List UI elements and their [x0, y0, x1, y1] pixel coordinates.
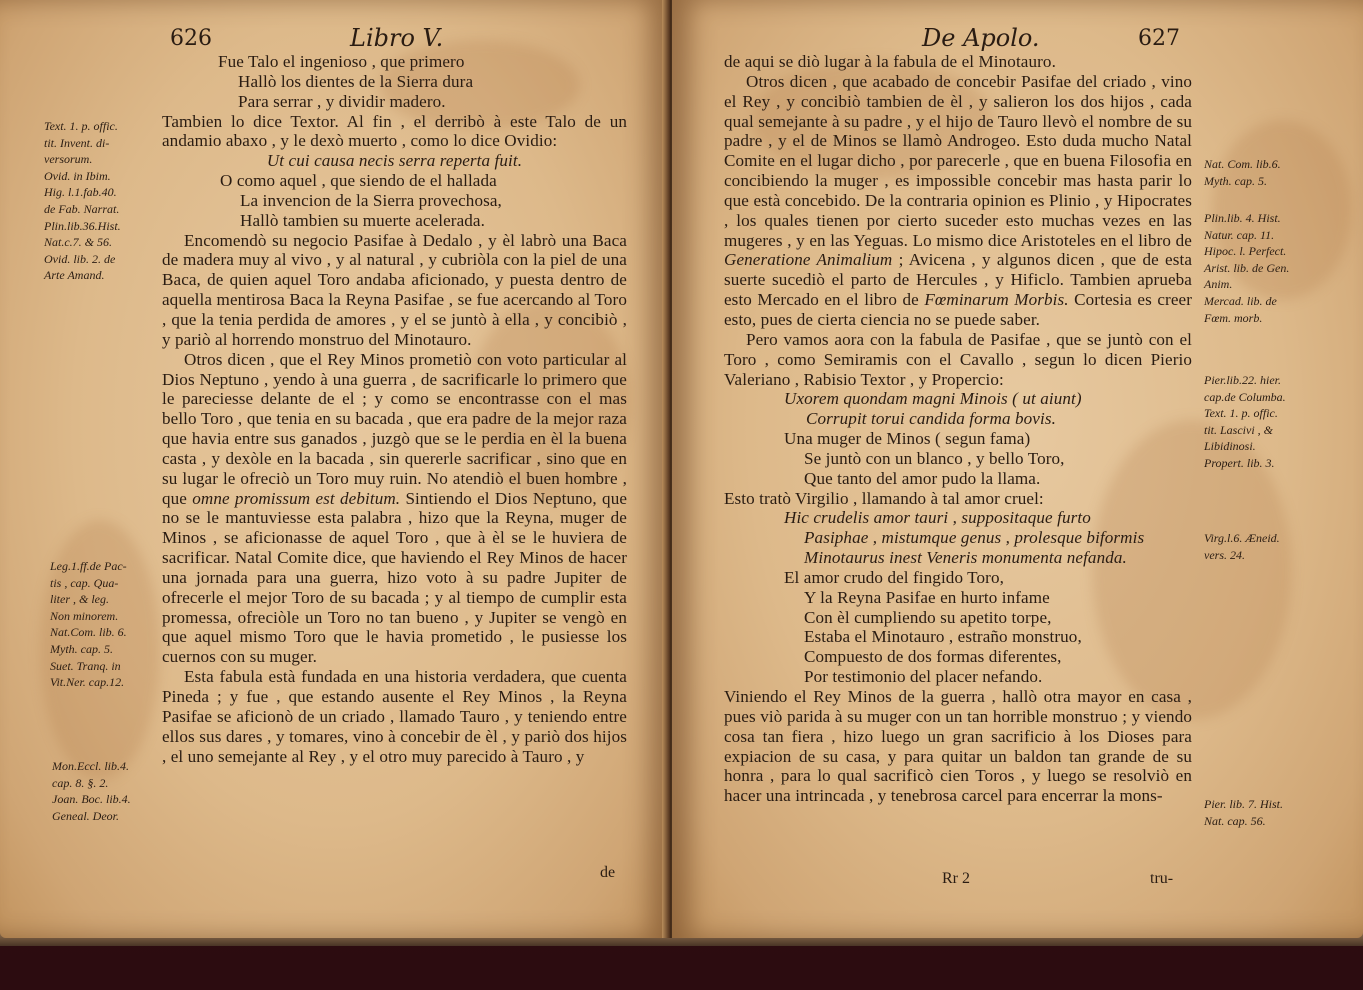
- verse-block: [724, 429, 1192, 489]
- latin-verse-block: [724, 389, 1192, 429]
- text-run: ; Avicena , y algunos dicen , que de esta suerte sucediò el parto de Hercules , y Hificlo. Tambien aprueba esto Mercado en el libro de: [724, 250, 1193, 310]
- verse-line: Una muger de Minos ( segun fama): [784, 429, 1031, 449]
- text-run: Otros dicen , que el Rey Minos prometiò con voto particular al Dios Neptuno , yendo à una guerra , de sacrificarle lo primero que le pareciesse delante de el ; y como se encontrasse con el mas bello Toro , que tenia en su bacada , que era padre de la mejor raza que havia entre sus ganados , juzgò que se le perdia en èl la buena casta , y dexòle en la bacada , sin quererle sacrificar , sino que en su lugar le ofreciò un Toro muy ruin. No atendiò el buen hombre , que: [162, 349, 627, 508]
- latin-verse-block: [724, 508, 1192, 568]
- marginal-note: Nat. Com. lib.6. Myth. cap. 5.: [1204, 157, 1281, 188]
- verse-line: Que tanto del amor pudo la llama.: [804, 468, 1041, 488]
- latin-verse-line: Minotaurus inest Veneris monumenta nefanda.: [804, 548, 1127, 568]
- marginal-note: Mon.Eccl. lib.4. cap. 8. §. 2. Joan. Boc. lib.4. Geneal. Deor.: [52, 759, 131, 823]
- running-head-left: Libro V.: [350, 24, 444, 52]
- verse-block: [724, 568, 1192, 687]
- page-number-right: 627: [1138, 26, 1180, 51]
- catchword: tru-: [1150, 870, 1174, 887]
- paragraph: Encomendò su negocio Pasifae à Dedalo , y èl labrò una Baca de madera muy al vivo , y al natural , y cubriòla con la piel de una Baca, de quien aquel Toro andaba aficionado, y puesta dentro de aquella mentirosa Baca la Reyna Pasifae , se fue acercando al Toro , que la tenia perdida de amores , y el se juntò à ella , y concibiò , y pariò al horrendo monstruo del Minotauro.: [162, 230, 627, 349]
- left-page: [0, 0, 668, 938]
- right-page: [672, 0, 1363, 938]
- marginal-note: Pier.lib.22. hier. cap.de Columba. Text. 1. p. offic. tit. Lascivi , & Libidinosi. Propert. lib. 3.: [1204, 373, 1286, 470]
- signature-mark: Rr 2: [942, 870, 970, 887]
- verse-line: Y la Reyna Pasifae en hurto infame: [804, 587, 1050, 607]
- paragraph: Esta fabula està fundada en una historia verdadera, que cuenta Pineda ; y fue , que estando ausente el Rey Minos , la Reyna Pasifae se aficionò de un criado , llamado Tauro , y teniendo entre ellos sus dares , y tomares, vino à concebir de èl , y pariò dos hijos , el uno semejante al Rey , y el otro muy parecido à Tauro , y: [162, 667, 627, 766]
- left-page-body: [162, 52, 627, 766]
- verse-line: Estaba el Minotauro , estraño monstruo,: [804, 627, 1082, 647]
- latin-verse: Ut cui causa necis serra reperta fuit.: [266, 151, 523, 171]
- verse-line: La invencion de la Sierra provechosa,: [240, 190, 502, 210]
- text-run: Cortesia es creer esto, pues de cierta ciencia no se puede saber.: [724, 290, 1192, 329]
- verse-line: Para serrar , y dividir madero.: [238, 91, 446, 111]
- latin-phrase: Fœminarum Morbis.: [924, 290, 1069, 310]
- paragraph: Tambien lo dice Textor. Al fin , el derribò à este Talo de un andamio abaxo , y le dexò muerto , como lo dice Ovidio:: [162, 111, 627, 151]
- verse-line: O como aquel , que siendo de el hallada: [220, 171, 497, 191]
- latin-verse-line: Uxorem quondam magni Minois ( ut aiunt): [784, 389, 1082, 409]
- verse-line: Fue Talo el ingenioso , que primero: [218, 52, 465, 71]
- verse-line: Se juntò con un blanco , y bello Toro,: [804, 448, 1065, 468]
- latin-verse-line: Corrupit torui candida forma bovis.: [806, 409, 1056, 429]
- paragraph: Viniendo el Rey Minos de la guerra , hallò otra mayor en casa , pues viò parida à su muger con un tan horrible monstruo ; y viendo cosa tan fiera , hizo luego un gran sacrificio à los Dioses para expiacion de su casa, y para quitar un baldon tan grande de su honra , para lo qual sacrificò cien Toros , y luego se resolviò en hacer una intrincada , y tenebrosa carcel para encerrar la mons-: [724, 687, 1192, 806]
- text-run: Sintiendo el Dios Neptuno, que no se le mantuviesse esta palabra , hizo que la Reyna, muger de Minos , se aficionasse de aquel Toro , que à èl se le huviera de sacrificar. Natal Comite dice, que haviendo el Rey Minos de hacer una jornada para una guerra, hizo voto à su padre Jupiter de ofrecerle el mejor Toro de su bacada ; y al tiempo de cumplir esta promessa, ofreciòle un Toro no tan bueno , y Jupiter se vengò en que aquel mismo Toro que le havia prometido , le pusiesse los cuernos con su muger.: [162, 488, 628, 667]
- latin-verse-line: Hic crudelis amor tauri , suppositaque furto: [784, 508, 1091, 528]
- verse-line: Por testimonio del placer nefando.: [804, 667, 1043, 687]
- paragraph: de aqui se diò lugar à la fabula de el Minotauro.: [724, 52, 1056, 71]
- verse-line: Hallò tambien su muerte acelerada.: [240, 210, 485, 230]
- paragraph: Pero vamos aora con la fabula de Pasifae , que se juntò con el Toro , como Semiramis con el Cavallo , segun lo dicen Pierio Valeriano , Rabisio Textor , y Propercio:: [724, 329, 1192, 389]
- marginal-note: Leg.1.ff.de Pac- tis , cap. Qua- liter , & leg. Non minorem. Nat.Com. lib. 6. Myth. cap. 5. Suet. Tranq. in Vit.Ner. cap.12.: [50, 559, 127, 690]
- verse-block: [162, 52, 627, 112]
- paragraph: [162, 350, 627, 668]
- marginal-note: Pier. lib. 7. Hist. Nat. cap. 56.: [1204, 797, 1284, 828]
- running-head-right: De Apolo.: [922, 24, 1040, 52]
- marginal-note: Virg.l.6. Æneid. vers. 24.: [1204, 531, 1280, 562]
- verse-line: Compuesto de dos formas diferentes,: [804, 647, 1062, 667]
- latin-phrase: Generatione Animalium: [724, 250, 893, 270]
- paragraph: Esto tratò Virgilio , llamando à tal amor cruel:: [724, 488, 1044, 508]
- paragraph: [724, 72, 1192, 330]
- marginal-note: Plin.lib. 4. Hist. Natur. cap. 11. Hipoc. l. Perfect. Arist. lib. de Gen. Anim. Mercad. lib. de Fœm. morb.: [1204, 211, 1290, 325]
- page-number-left: 626: [170, 26, 212, 51]
- catchword: de: [600, 864, 616, 881]
- verse-line: El amor crudo del fingido Toro,: [784, 567, 1004, 587]
- verse-line: Con èl cumpliendo su apetito torpe,: [804, 607, 1052, 627]
- latin-phrase: omne promissum est debitum.: [192, 488, 401, 508]
- verse-block: [162, 171, 627, 231]
- verse-line: Hallò los dientes de la Sierra dura: [238, 71, 474, 91]
- right-page-body: [724, 52, 1192, 806]
- marginal-note: Text. 1. p. offic. tit. Invent. di- versorum. Ovid. in Ibim. Hig. l.1.fab.40. de Fab. Narrat. Plin.lib.36.Hist. Nat.c.7. & 56. Ovid. lib. 2. de Arte Amand.: [44, 119, 121, 283]
- text-run: Otros dicen , que acabado de concebir Pasifae del criado , vino el Rey , y concibiò tambien de èl , y salieron los dos hijos , cada qual semejante à su padre , y el hijo de Tauro llevò el nombre de su padre , y el de Minos se llamò Androgeo. Esto duda mucho Natal Comite en el lugar dicho , por parecerle , que en buena Filosofia en concibiendo la muger , es impossible concebir mas hasta parir lo que està concebido. De la contraria opinion es Plinio , y Hipocrates , los quales tienen por cierto suceder esto muchas vezes en las mugeres , y en las Yeguas. Lo mismo dice Aristoteles en el libro de: [724, 71, 1192, 250]
- latin-verse-line: Pasiphae , mistumque genus , prolesque biformis: [804, 528, 1145, 548]
